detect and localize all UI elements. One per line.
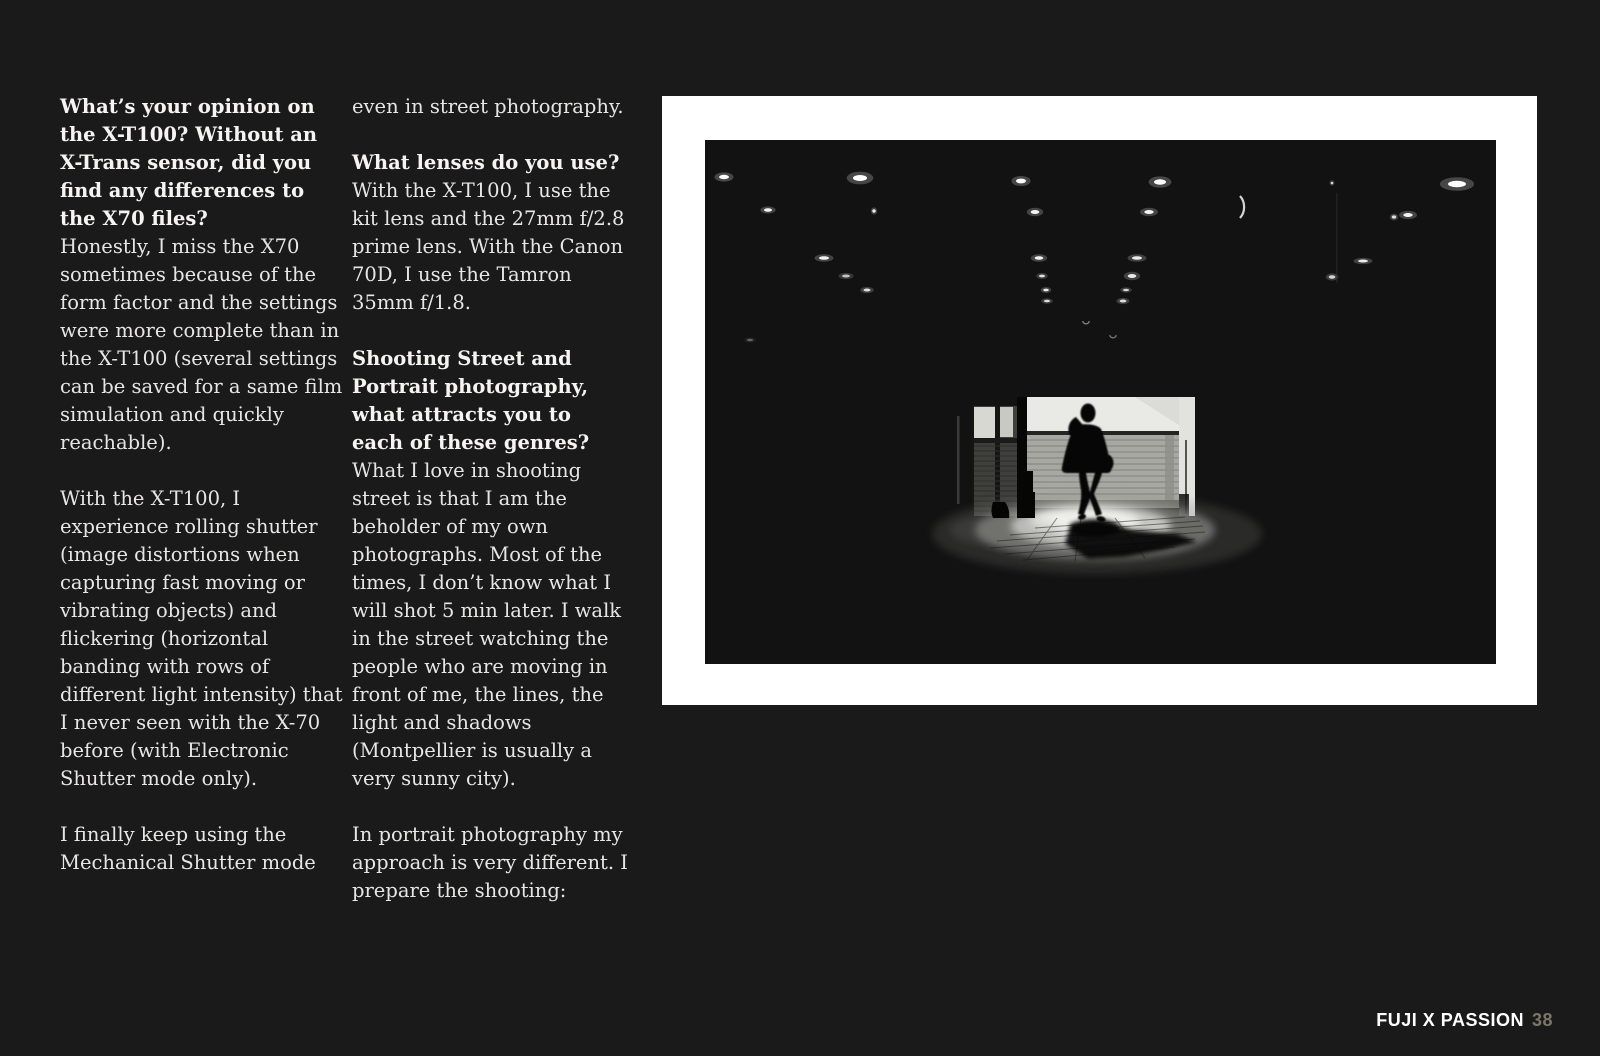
- paragraph: I finally keep using the Mechanical Shutter mode: [60, 823, 316, 874]
- question-heading: What lenses do you use?: [352, 151, 620, 174]
- question-heading: Shooting Street and Portrait photography, what attracts you to each of these genres?: [352, 347, 590, 454]
- side-window: [972, 406, 1017, 516]
- text-column-2: [352, 93, 628, 933]
- paragraph: With the X-T100, I use the kit lens and the 27mm f/2.8 prime lens. With the Canon 70D, I use the Tamron 35mm f/1.8.: [352, 179, 625, 314]
- window-edge-highlight: [957, 416, 960, 504]
- paragraph: even in street photography.: [352, 95, 624, 118]
- text-column-1: [60, 93, 344, 905]
- page-number: 38: [1531, 1010, 1553, 1030]
- footer: [1376, 1010, 1553, 1031]
- photo-frame: [662, 96, 1537, 705]
- paragraph: What I love in shooting street is that I am the beholder of my own photographs. Most of the times, I don’t know what I will shot 5 min later. I walk in the street watching the people who are moving in front of me, the lines, the light and shadows (Montpellier is usually a very sunny city).: [352, 459, 622, 790]
- question-heading: What’s your opinion on the X-T100? Without an X-Trans sensor, did you find any differences to the X70 files?: [60, 95, 318, 230]
- paragraph: In portrait photography my approach is very different. I prepare the shooting:: [352, 823, 628, 902]
- street-photograph: [705, 140, 1496, 664]
- faint-cable: [1336, 193, 1338, 283]
- paragraph: Honestly, I miss the X70 sometimes because of the form factor and the settings were more complete than in the X-T100 (several settings can be saved for a same film simulation and quickly reachable).: [60, 235, 343, 454]
- magazine-brand: FUJI X PASSION: [1376, 1010, 1524, 1030]
- paragraph: With the X-T100, I experience rolling shutter (image distortions when capturing fast moving or vibrating objects) and flickering (horizontal banding with rows of different light intensity) that I never seen with the X-70 before (with Electronic Shutter mode only).: [60, 487, 343, 790]
